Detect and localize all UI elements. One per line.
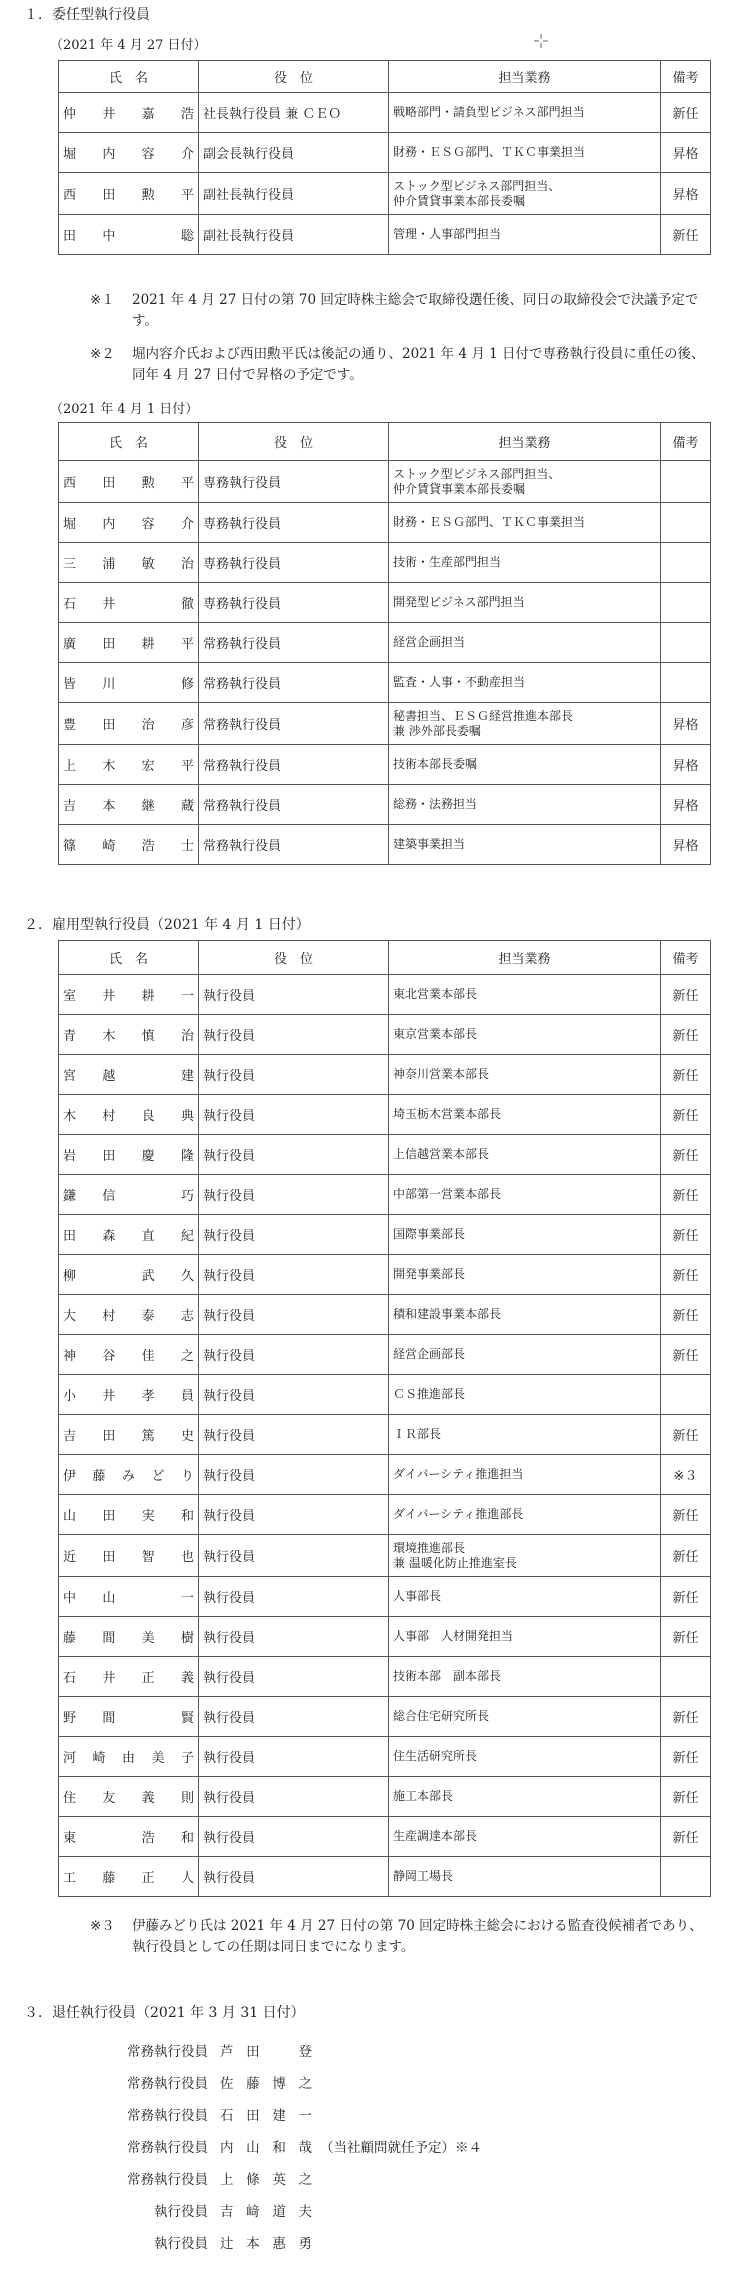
executive-name: 河崎由美子 — [59, 1737, 199, 1777]
executive-name: 野間 賢 — [59, 1697, 199, 1737]
list-item — [88, 2040, 508, 2064]
table-row — [59, 825, 711, 865]
executive-name: 中山 一 — [59, 1577, 199, 1617]
header-role: 役 位 — [199, 423, 389, 461]
table-row — [59, 1777, 711, 1817]
executive-role: 執行役員 — [199, 1015, 389, 1055]
executive-duty — [389, 1455, 661, 1495]
employed-executive-table — [58, 940, 711, 1897]
executive-name: 堀内容介 — [59, 503, 199, 543]
executive-table-apr27 — [58, 60, 711, 255]
executive-note: 新任 — [661, 1577, 711, 1617]
retired-role: 常務執行役員 — [127, 2108, 208, 2124]
executive-duty — [389, 1095, 661, 1135]
duty-line: 技術・生産部門担当 — [393, 555, 502, 569]
executive-note: 昇格 — [661, 745, 711, 785]
executive-role: 執行役員 — [199, 1857, 389, 1897]
executive-name: 神谷佳之 — [59, 1335, 199, 1375]
executive-role: 執行役員 — [199, 1255, 389, 1295]
executive-role: 副会長執行役員 — [199, 133, 389, 173]
table-row — [59, 663, 711, 703]
executive-name: 岩田慶隆 — [59, 1135, 199, 1175]
executive-name: 上木宏平 — [59, 745, 199, 785]
executive-role: 執行役員 — [199, 1697, 389, 1737]
duty-line: 住生活研究所長 — [393, 1749, 478, 1763]
executive-name: 伊藤みどり — [59, 1455, 199, 1495]
list-item — [88, 2232, 508, 2256]
executive-role: 執行役員 — [199, 1375, 389, 1415]
retired-name: 辻本惠勇 — [220, 2236, 312, 2252]
header-role: 役 位 — [199, 941, 389, 975]
duty-line: 埼玉栃木営業本部長 — [393, 1107, 502, 1121]
duty-line: 人事部長 — [393, 1589, 442, 1603]
executive-note — [661, 623, 711, 663]
duty-line: 建築事業担当 — [393, 837, 466, 851]
executive-role: 執行役員 — [199, 1535, 389, 1577]
duty-line: 技術本部 副本部長 — [393, 1669, 502, 1683]
executive-duty — [389, 1617, 661, 1657]
executive-role: 常務執行役員 — [199, 745, 389, 785]
duty-line: ＩＲ部長 — [393, 1427, 442, 1441]
executive-duty — [389, 133, 661, 173]
executive-name: 室井耕一 — [59, 975, 199, 1015]
executive-duty — [389, 173, 661, 215]
executive-note: 新任 — [661, 1015, 711, 1055]
executive-note — [661, 461, 711, 503]
executive-note: 新任 — [661, 1617, 711, 1657]
executive-note: 新任 — [661, 93, 711, 133]
executive-note: 新任 — [661, 1495, 711, 1535]
table-row — [59, 785, 711, 825]
executive-note: 新任 — [661, 1135, 711, 1175]
executive-duty — [389, 1577, 661, 1617]
table-row — [59, 1255, 711, 1295]
duty-line: 兼 渉外部長委嘱 — [393, 723, 481, 738]
executive-duty — [389, 1175, 661, 1215]
table-row — [59, 215, 711, 255]
executive-note: 新任 — [661, 1415, 711, 1455]
executive-role: 常務執行役員 — [199, 663, 389, 703]
executive-name: 小井孝員 — [59, 1375, 199, 1415]
duty-line: 管理・人事部門担当 — [393, 227, 502, 241]
duty-line: 積和建設事業本部長 — [393, 1307, 502, 1321]
executive-name: 石井正義 — [59, 1657, 199, 1697]
duty-line: 技術本部長委嘱 — [393, 757, 478, 771]
duty-line: 上信越営業本部長 — [393, 1147, 490, 1161]
header-note: 備考 — [661, 423, 711, 461]
table-row — [59, 133, 711, 173]
duty-line: 兼 温暖化防止推進室長 — [393, 1555, 517, 1570]
executive-duty — [389, 1215, 661, 1255]
table-row — [59, 703, 711, 745]
executive-name: 近田智也 — [59, 1535, 199, 1577]
retired-remark: （当社顧問就任予定）※４ — [320, 2140, 482, 2156]
duty-line: 環境推進部長 — [393, 1540, 466, 1555]
duty-line: 仲介賃貸事業本部長委嘱 — [393, 193, 526, 208]
executive-note: 新任 — [661, 1175, 711, 1215]
executive-role: 執行役員 — [199, 1095, 389, 1135]
executive-note: 昇格 — [661, 825, 711, 865]
executive-duty — [389, 543, 661, 583]
executive-name: 田中 聡 — [59, 215, 199, 255]
table-row — [59, 543, 711, 583]
retired-name: 佐藤博之 — [220, 2076, 312, 2092]
duty-line: 仲介賃貸事業本部長委嘱 — [393, 481, 526, 496]
executive-role: 執行役員 — [199, 1135, 389, 1175]
executive-name: 三浦敏治 — [59, 543, 199, 583]
table-row — [59, 1657, 711, 1697]
duty-line: ストック型ビジネス部門担当、 — [393, 466, 561, 481]
executive-duty — [389, 1535, 661, 1577]
executive-role: 執行役員 — [199, 1215, 389, 1255]
header-note: 備考 — [661, 61, 711, 93]
retired-role: 常務執行役員 — [127, 2044, 208, 2060]
executive-name: 工藤正人 — [59, 1857, 199, 1897]
executive-note: ※３ — [661, 1455, 711, 1495]
table-row — [59, 1455, 711, 1495]
executive-name: 柳 武久 — [59, 1255, 199, 1295]
duty-line: 開発事業部長 — [393, 1267, 466, 1281]
executive-role: 執行役員 — [199, 1777, 389, 1817]
executive-note — [661, 583, 711, 623]
table-row — [59, 1135, 711, 1175]
executive-role: 専務執行役員 — [199, 461, 389, 503]
executive-role: 執行役員 — [199, 1055, 389, 1095]
executive-table-apr1 — [58, 422, 711, 865]
executive-duty — [389, 1335, 661, 1375]
table-row — [59, 1055, 711, 1095]
retired-name: 芦田 登 — [220, 2044, 312, 2060]
executive-role: 常務執行役員 — [199, 785, 389, 825]
table-row — [59, 1295, 711, 1335]
executive-duty — [389, 1135, 661, 1175]
executive-note — [661, 503, 711, 543]
duty-line: 中部第一営業本部長 — [393, 1187, 502, 1201]
footnote-1 — [90, 290, 710, 332]
header-role: 役 位 — [199, 61, 389, 93]
executive-name: 木村良典 — [59, 1095, 199, 1135]
table-row — [59, 1415, 711, 1455]
duty-line: 開発型ビジネス部門担当 — [393, 595, 525, 609]
header-duty: 担当業務 — [389, 423, 661, 461]
executive-note: 新任 — [661, 1295, 711, 1335]
table-row — [59, 173, 711, 215]
duty-line: ＣＳ推進部長 — [393, 1387, 466, 1401]
retired-role: 常務執行役員 — [127, 2140, 208, 2156]
table-row — [59, 1577, 711, 1617]
header-duty: 担当業務 — [389, 61, 661, 93]
table-row — [59, 1495, 711, 1535]
header-name: 氏 名 — [59, 941, 199, 975]
executive-duty — [389, 1737, 661, 1777]
executive-name: 仲井嘉浩 — [59, 93, 199, 133]
duty-line: 財務・ＥＳＧ部門、ＴＫＣ事業担当 — [393, 145, 586, 159]
executive-duty — [389, 1255, 661, 1295]
executive-role: 副社長執行役員 — [199, 215, 389, 255]
executive-role: 執行役員 — [199, 1495, 389, 1535]
duty-line: 国際事業部長 — [393, 1227, 466, 1241]
table-row — [59, 1335, 711, 1375]
table-row — [59, 1215, 711, 1255]
executive-duty — [389, 1495, 661, 1535]
executive-note: 新任 — [661, 1055, 711, 1095]
executive-note — [661, 1375, 711, 1415]
executive-duty — [389, 975, 661, 1015]
executive-name: 宮越 建 — [59, 1055, 199, 1095]
executive-note: 新任 — [661, 215, 711, 255]
executive-note: 新任 — [661, 1095, 711, 1135]
executive-duty — [389, 1375, 661, 1415]
footnote-2 — [90, 344, 710, 386]
table-row — [59, 503, 711, 543]
footnote-text: 堀内容介氏および西田勲平氏は後記の通り、2021 年 4 月 1 日付で専務執行役員に重任の後、同年 4 月 27 日付で昇格の予定です。 — [132, 346, 705, 383]
executive-name: 住友義則 — [59, 1777, 199, 1817]
executive-role: 執行役員 — [199, 1817, 389, 1857]
executive-role: 執行役員 — [199, 1577, 389, 1617]
executive-duty — [389, 785, 661, 825]
executive-duty — [389, 1015, 661, 1055]
duty-line: 経営企画担当 — [393, 635, 466, 649]
table1-date: （2021 年 4 月 27 日付） — [50, 38, 207, 53]
table-row — [59, 1737, 711, 1777]
executive-note: 昇格 — [661, 703, 711, 745]
table-row — [59, 1857, 711, 1897]
table-row — [59, 623, 711, 663]
footnote-mark: ※２ — [90, 346, 115, 362]
executive-duty — [389, 623, 661, 663]
executive-duty — [389, 1657, 661, 1697]
executive-name: 山田実和 — [59, 1495, 199, 1535]
executive-note: 昇格 — [661, 173, 711, 215]
executive-note: 新任 — [661, 1215, 711, 1255]
executive-note: 新任 — [661, 1737, 711, 1777]
table-row — [59, 1697, 711, 1737]
executive-role: 社長執行役員 兼 ＣＥＯ — [199, 93, 389, 133]
executive-name: 青木慎治 — [59, 1015, 199, 1055]
executive-duty — [389, 1055, 661, 1095]
list-item — [88, 2168, 508, 2192]
duty-line: 財務・ＥＳＧ部門、ＴＫＣ事業担当 — [393, 515, 586, 529]
table-row — [59, 461, 711, 503]
list-item — [88, 2136, 508, 2160]
executive-name: 石井 徹 — [59, 583, 199, 623]
executive-name: 豊田治彦 — [59, 703, 199, 745]
executive-role: 副社長執行役員 — [199, 173, 389, 215]
executive-note: 新任 — [661, 1817, 711, 1857]
retired-role: 執行役員 — [154, 2236, 208, 2252]
table-row — [59, 583, 711, 623]
executive-role: 専務執行役員 — [199, 503, 389, 543]
retired-role: 執行役員 — [154, 2204, 208, 2220]
retired-name: 内山和哉 — [220, 2140, 312, 2156]
duty-line: 総合住宅研究所長 — [393, 1709, 490, 1723]
executive-note — [661, 1657, 711, 1697]
executive-duty — [389, 745, 661, 785]
executive-name: 皆川 修 — [59, 663, 199, 703]
executive-name: 吉田篤史 — [59, 1415, 199, 1455]
duty-line: ダイバーシティ推進担当 — [393, 1467, 524, 1481]
list-item — [88, 2072, 508, 2096]
executive-note: 新任 — [661, 1697, 711, 1737]
duty-line: 施工本部長 — [393, 1789, 454, 1803]
executive-role: 執行役員 — [199, 1415, 389, 1455]
table-row — [59, 1817, 711, 1857]
executive-note — [661, 663, 711, 703]
executive-note — [661, 543, 711, 583]
footnote-text: 伊藤みどり氏は 2021 年 4 月 27 日付の第 70 回定時株主総会における監査役候補者であり、執行役員としての任期は同日までになります。 — [132, 1918, 703, 1955]
executive-duty — [389, 825, 661, 865]
section3-title: ３．退任執行役員（2021 年 3 月 31 日付） — [24, 2005, 305, 2021]
table-row — [59, 93, 711, 133]
duty-line: 戦略部門・請負型ビジネス部門担当 — [393, 105, 585, 119]
list-item — [88, 2200, 508, 2224]
executive-duty — [389, 703, 661, 745]
executive-duty — [389, 1817, 661, 1857]
footnote-mark: ※１ — [90, 292, 115, 308]
executive-role: 執行役員 — [199, 1295, 389, 1335]
executive-duty — [389, 1697, 661, 1737]
table-row — [59, 1617, 711, 1657]
table-row — [59, 1535, 711, 1577]
executive-note: 新任 — [661, 975, 711, 1015]
executive-name: 藤間美樹 — [59, 1617, 199, 1657]
executive-note: 新任 — [661, 1535, 711, 1577]
executive-name: 大村泰志 — [59, 1295, 199, 1335]
executive-name: 鎌信 巧 — [59, 1175, 199, 1215]
executive-duty — [389, 1777, 661, 1817]
executive-role: 執行役員 — [199, 975, 389, 1015]
executive-role: 執行役員 — [199, 1335, 389, 1375]
duty-line: 東京営業本部長 — [393, 1027, 478, 1041]
duty-line: 人事部 人材開発担当 — [393, 1629, 514, 1643]
duty-line: 静岡工場長 — [393, 1869, 454, 1883]
footnote-text: 2021 年 4 月 27 日付の第 70 回定時株主総会で取締役選任後、同日の取締役会で決議予定です。 — [132, 292, 699, 329]
executive-name: 篠崎浩士 — [59, 825, 199, 865]
duty-line: 総務・法務担当 — [393, 797, 478, 811]
executive-role: 常務執行役員 — [199, 825, 389, 865]
executive-duty — [389, 503, 661, 543]
executive-role: 専務執行役員 — [199, 543, 389, 583]
executive-role: 執行役員 — [199, 1455, 389, 1495]
executive-duty — [389, 663, 661, 703]
executive-note: 昇格 — [661, 133, 711, 173]
executive-duty — [389, 93, 661, 133]
header-name: 氏 名 — [59, 61, 199, 93]
header-note: 備考 — [661, 941, 711, 975]
table-row — [59, 1175, 711, 1215]
executive-duty — [389, 461, 661, 503]
executive-role: 常務執行役員 — [199, 623, 389, 663]
executive-role: 執行役員 — [199, 1617, 389, 1657]
executive-note: 新任 — [661, 1335, 711, 1375]
executive-duty — [389, 1857, 661, 1897]
retired-name: 上條英之 — [220, 2172, 312, 2188]
duty-line: 神奈川営業本部長 — [393, 1067, 490, 1081]
executive-name: 東 浩和 — [59, 1817, 199, 1857]
footnote-mark: ※３ — [90, 1918, 115, 1934]
list-item — [88, 2104, 508, 2128]
executive-name: 西田勲平 — [59, 461, 199, 503]
header-duty: 担当業務 — [389, 941, 661, 975]
duty-line: ダイバーシティ推進部長 — [393, 1507, 524, 1521]
executive-note: 新任 — [661, 1255, 711, 1295]
executive-duty — [389, 1295, 661, 1335]
executive-name: 堀内容介 — [59, 133, 199, 173]
header-name: 氏 名 — [59, 423, 199, 461]
executive-duty — [389, 583, 661, 623]
executive-role: 専務執行役員 — [199, 583, 389, 623]
executive-role: 執行役員 — [199, 1657, 389, 1697]
table-row — [59, 1095, 711, 1135]
duty-line: 秘書担当、ＥＳＧ経営推進本部長 — [393, 708, 574, 723]
footnote-3 — [90, 1916, 710, 1958]
duty-line: ストック型ビジネス部門担当、 — [393, 178, 561, 193]
retired-name: 石田建一 — [220, 2108, 312, 2124]
executive-name: 西田勲平 — [59, 173, 199, 215]
executive-duty — [389, 1415, 661, 1455]
executive-name: 田森直紀 — [59, 1215, 199, 1255]
duty-line: 東北営業本部長 — [393, 987, 478, 1001]
executive-note: 昇格 — [661, 785, 711, 825]
executive-role: 執行役員 — [199, 1737, 389, 1777]
duty-line: 経営企画部長 — [393, 1347, 466, 1361]
table-row — [59, 745, 711, 785]
executive-name: 廣田耕平 — [59, 623, 199, 663]
table-row — [59, 1015, 711, 1055]
table2-date: （2021 年 4 月 1 日付） — [50, 402, 199, 417]
executive-role: 執行役員 — [199, 1175, 389, 1215]
retired-role: 常務執行役員 — [127, 2076, 208, 2092]
table-row — [59, 1375, 711, 1415]
retired-name: 吉﨑道夫 — [220, 2204, 312, 2220]
section1-title: １．委任型執行役員 — [24, 7, 150, 23]
executive-name: 吉本継蔵 — [59, 785, 199, 825]
crosshair-cursor-icon — [534, 34, 548, 48]
section2-title: ２．雇用型執行役員（2021 年 4 月 1 日付） — [24, 917, 310, 933]
executive-duty — [389, 215, 661, 255]
duty-line: 監査・人事・不動産担当 — [393, 675, 526, 689]
duty-line: 生産調達本部長 — [393, 1829, 478, 1843]
retired-role: 常務執行役員 — [127, 2172, 208, 2188]
table-row — [59, 975, 711, 1015]
executive-role: 常務執行役員 — [199, 703, 389, 745]
executive-note — [661, 1857, 711, 1897]
executive-note: 新任 — [661, 1777, 711, 1817]
